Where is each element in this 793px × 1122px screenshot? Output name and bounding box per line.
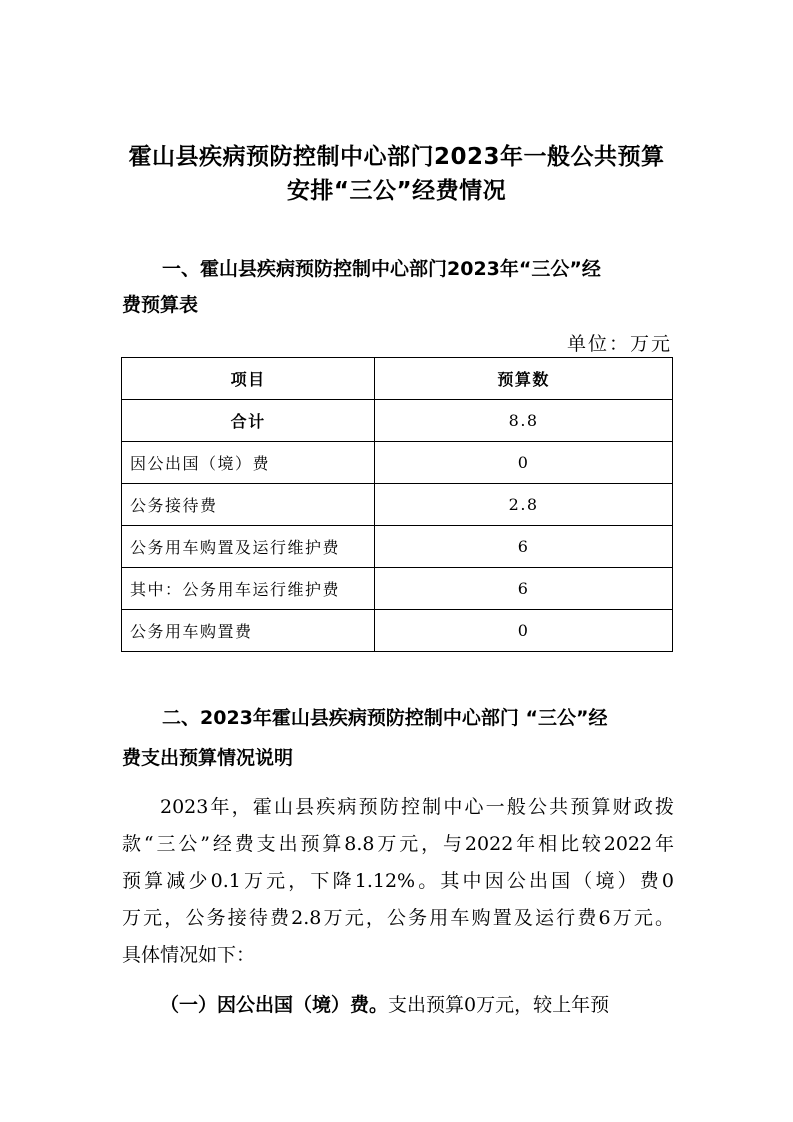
subsection-1-text: 支出预算0万元，较上年预 — [388, 994, 610, 1016]
table-cell-item: 因公出国（境）费 — [122, 442, 375, 484]
section-2-paragraph — [122, 789, 674, 974]
table-row — [122, 442, 673, 484]
section-1-heading-text: 一、霍山县疾病预防控制中心部门2023年“三公”经 — [162, 258, 601, 280]
paragraph-line: 预算减少0.1万元，下降1.12%。其中因公出国（境）费0 — [122, 870, 674, 892]
table-header-item: 项目 — [122, 358, 375, 400]
table-row — [122, 568, 673, 610]
section-2-heading-line-2: 费支出预算情况说明 — [122, 747, 294, 769]
paragraph-line: 万元，公务接待费2.8万元，公务用车购置及运行费6万元。 — [122, 907, 674, 929]
table-header-amount: 预算数 — [375, 358, 673, 400]
table-cell-value: 6 — [375, 526, 673, 568]
table-row-total — [122, 400, 673, 442]
section-2-heading-text: 二、2023年霍山县疾病预防控制中心部门 “三公”经 — [162, 707, 608, 729]
unit-label: 单位：万元 — [566, 333, 672, 355]
table-cell-item: 公务用车购置及运行维护费 — [122, 526, 375, 568]
table-cell-item: 其中：公务用车运行维护费 — [122, 568, 375, 610]
subsection-1-heading: （一）因公出国（境）费。 — [160, 994, 389, 1016]
table-cell-value: 8.8 — [375, 400, 673, 442]
section-1-heading-line-2: 费预算表 — [122, 294, 199, 316]
section-1-heading-line-1 — [122, 254, 674, 284]
paragraph-line: 2023年，霍山县疾病预防控制中心一般公共预算财政拨 — [160, 796, 674, 818]
document-title-line-2: 安排“三公”经费情况 — [286, 178, 507, 204]
table-row — [122, 484, 673, 526]
table-row — [122, 610, 673, 652]
paragraph-line: 具体情况如下： — [122, 944, 256, 966]
section-2-heading-line-1 — [122, 703, 674, 733]
table-header-row — [122, 358, 673, 400]
table-row — [122, 526, 673, 568]
table-cell-value: 0 — [375, 610, 673, 652]
table-cell-value: 0 — [375, 442, 673, 484]
table-cell-item: 公务用车购置费 — [122, 610, 375, 652]
table-cell-value: 2.8 — [375, 484, 673, 526]
subsection-1-line — [122, 987, 674, 1024]
paragraph-line: 款“三公”经费支出预算8.8万元，与2022年相比较2022年 — [122, 833, 674, 855]
table-cell-item: 公务接待费 — [122, 484, 375, 526]
document-title-line-1: 霍山县疾病预防控制中心部门2023年一般公共预算 — [128, 144, 665, 170]
table-cell-value: 6 — [375, 568, 673, 610]
table-cell-item: 合计 — [122, 400, 375, 442]
budget-table — [121, 357, 673, 652]
